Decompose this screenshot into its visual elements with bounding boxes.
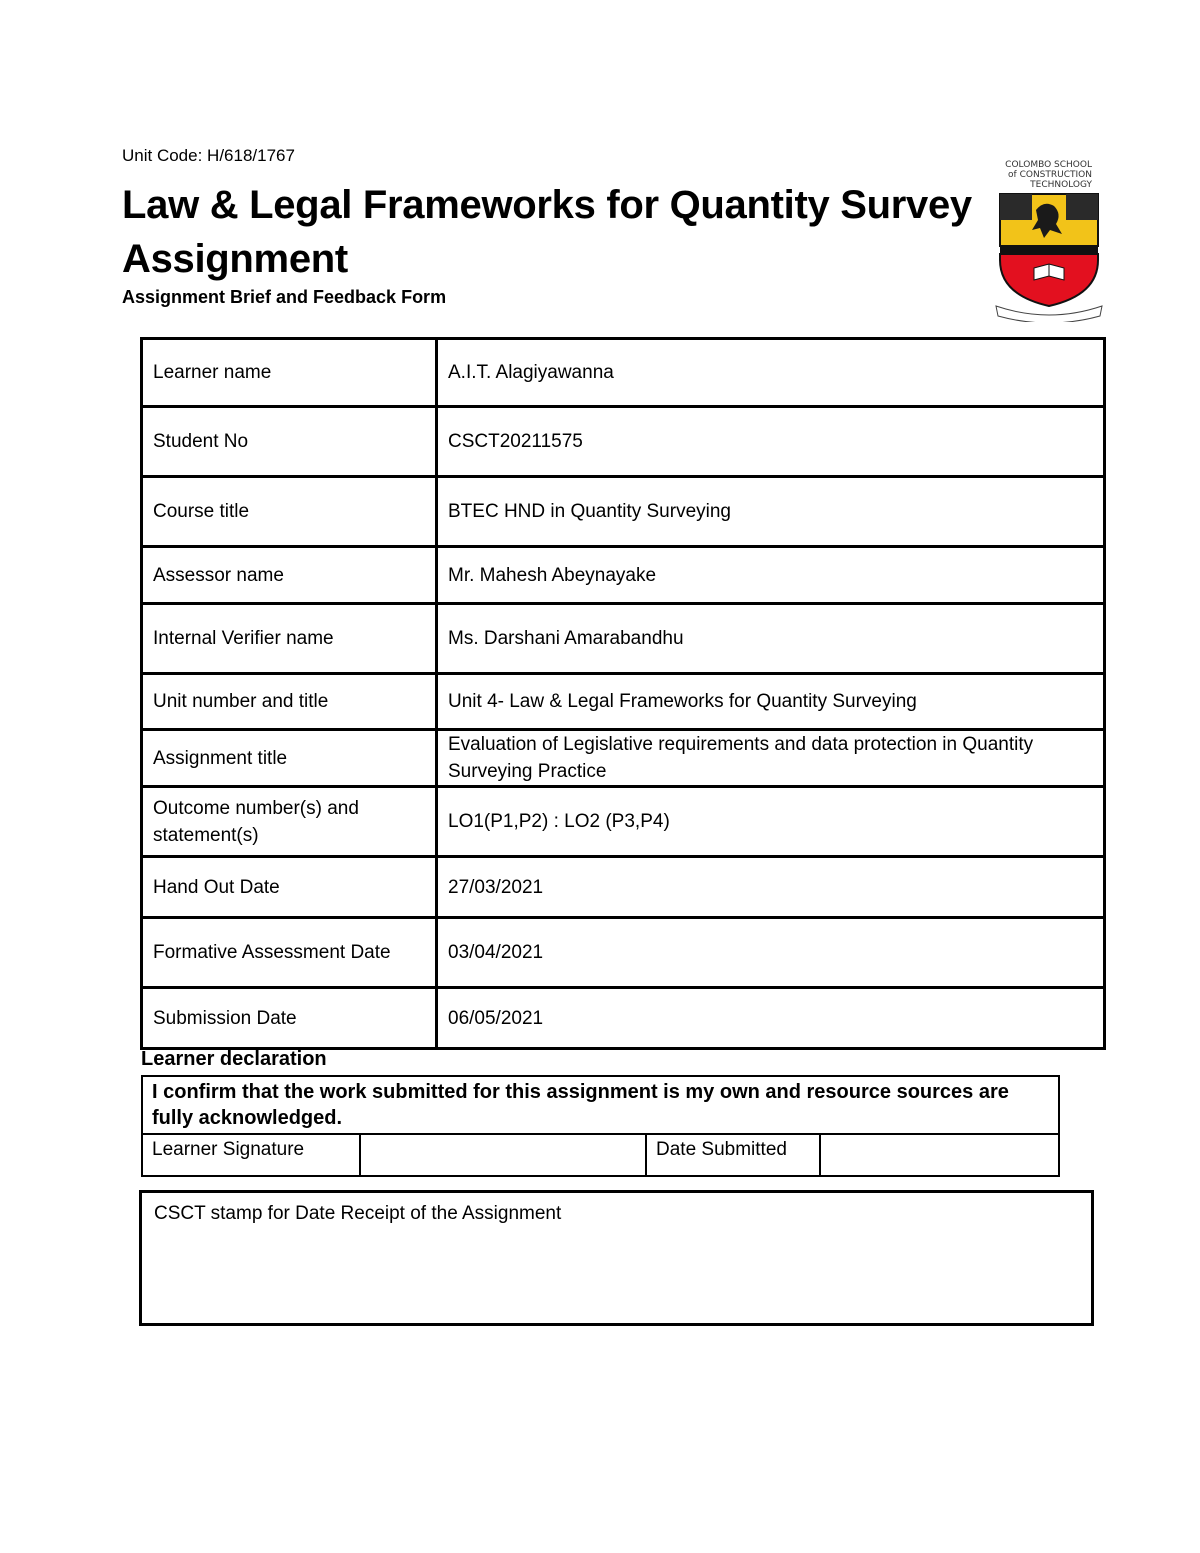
logo-text-line-2: of CONSTRUCTION: [1008, 170, 1092, 180]
row-label: Course title: [142, 477, 437, 547]
row-value: 27/03/2021: [437, 857, 1105, 918]
table-row: [142, 674, 1105, 730]
school-logo: [992, 160, 1104, 322]
row-value: Ms. Darshani Amarabandhu: [437, 604, 1105, 674]
date-submitted-label: Date Submitted: [646, 1134, 820, 1176]
table-row: [142, 339, 1105, 407]
table-row: [142, 547, 1105, 604]
csct-stamp-box: [139, 1190, 1094, 1326]
table-row: [142, 787, 1105, 857]
row-value: 06/05/2021: [437, 988, 1105, 1049]
row-value: Mr. Mahesh Abeynayake: [437, 547, 1105, 604]
page-title-line-1: Law & Legal Frameworks for Quantity Survey: [122, 183, 972, 227]
learner-declaration-table: [141, 1075, 1060, 1177]
table-row: [142, 988, 1105, 1049]
page-title: [122, 178, 1002, 286]
row-label: Assessor name: [142, 547, 437, 604]
page-title-line-2: Assignment: [122, 237, 348, 281]
row-value: LO1(P1,P2) : LO2 (P3,P4): [437, 787, 1105, 857]
unit-code: Unit Code: H/618/1767: [122, 146, 295, 165]
row-label: Hand Out Date: [142, 857, 437, 918]
row-label: Submission Date: [142, 988, 437, 1049]
row-label: Unit number and title: [142, 674, 437, 730]
row-label: Formative Assessment Date: [142, 918, 437, 988]
row-label: Outcome number(s) and statement(s): [142, 787, 437, 857]
declaration-statement: I confirm that the work submitted for this assignment is my own and resource sources are fully acknowledged.: [142, 1076, 1059, 1134]
row-label: Student No: [142, 407, 437, 477]
table-row: [142, 407, 1105, 477]
learner-signature-label: Learner Signature: [142, 1134, 360, 1176]
learner-declaration-heading: Learner declaration: [141, 1048, 327, 1070]
declaration-statement-row: [142, 1076, 1059, 1134]
declaration-signature-row: [142, 1134, 1059, 1176]
row-value: Evaluation of Legislative requirements and data protection in Quantity Surveying Practice: [437, 730, 1105, 787]
stamp-label: CSCT stamp for Date Receipt of the Assignment: [154, 1203, 562, 1224]
row-label: Assignment title: [142, 730, 437, 787]
logo-text-line-1: COLOMBO SCHOOL: [1005, 160, 1092, 170]
row-label: Learner name: [142, 339, 437, 407]
assignment-info-table: [140, 337, 1106, 1050]
logo-text: [992, 160, 1092, 190]
date-submitted-field[interactable]: [820, 1134, 1059, 1176]
row-label: Internal Verifier name: [142, 604, 437, 674]
table-row: [142, 730, 1105, 787]
table-row: [142, 918, 1105, 988]
table-row: [142, 477, 1105, 547]
page-subtitle: Assignment Brief and Feedback Form: [122, 287, 447, 307]
row-value: CSCT20211575: [437, 407, 1105, 477]
table-row: [142, 857, 1105, 918]
logo-text-line-3: TECHNOLOGY: [1030, 180, 1092, 190]
row-value: 03/04/2021: [437, 918, 1105, 988]
table-row: [142, 604, 1105, 674]
learner-signature-field[interactable]: [360, 1134, 646, 1176]
crest-icon: [992, 190, 1104, 322]
row-value: A.I.T. Alagiyawanna: [437, 339, 1105, 407]
row-value: Unit 4- Law & Legal Frameworks for Quantity Surveying: [437, 674, 1105, 730]
row-value: BTEC HND in Quantity Surveying: [437, 477, 1105, 547]
